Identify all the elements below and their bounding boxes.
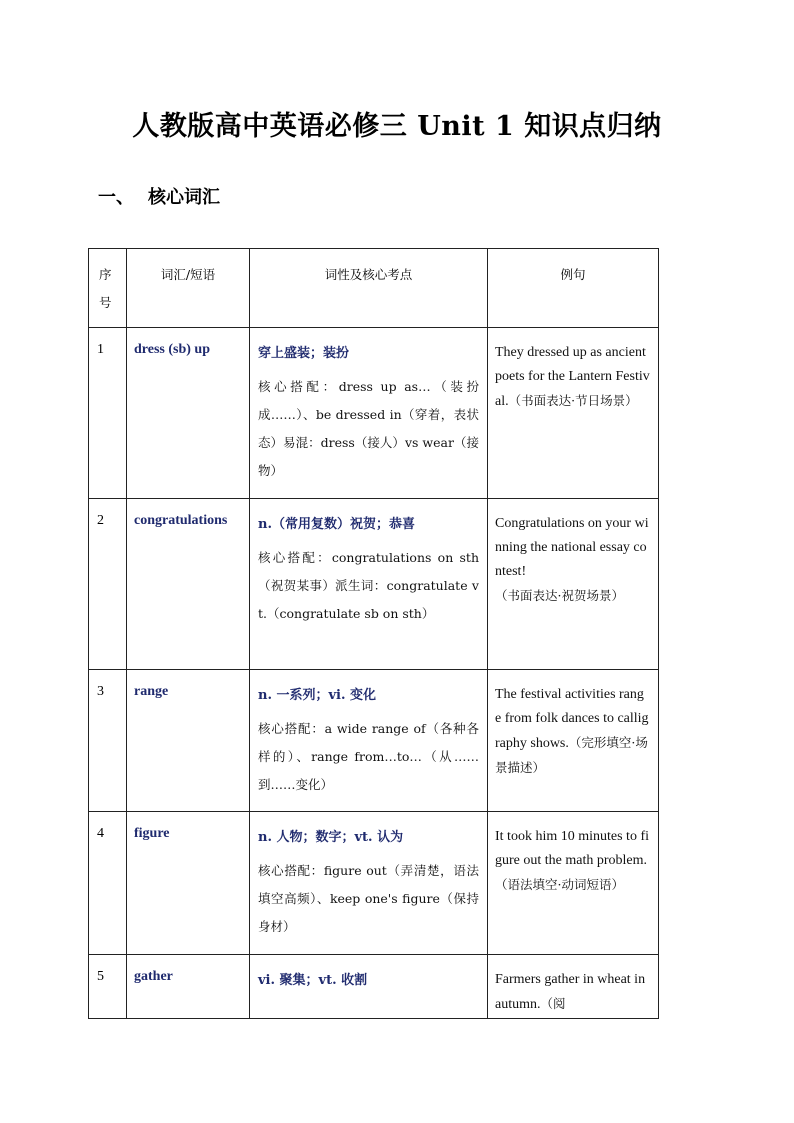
example-cell xyxy=(488,670,659,812)
table-header-row xyxy=(89,249,659,328)
table-row xyxy=(89,328,659,499)
document-title: 人教版高中英语必修三 Unit 1 知识点归纳 xyxy=(132,111,662,142)
pos-detail: 核心搭配：a wide range of（各种各样的）、range from…to…（从……到……变化） xyxy=(258,721,479,792)
section-number: 一、 xyxy=(98,187,134,208)
example-cell xyxy=(488,812,659,955)
pos-detail: 核心搭配：dress up as…（装扮成……）、be dressed in（穿着，表状态）易混：dress（接人）vs wear（接物） xyxy=(258,379,479,478)
row-number: 4 xyxy=(89,812,127,955)
vocab-word: figure xyxy=(127,812,250,955)
example-cell xyxy=(488,955,659,1019)
example-sentence: They dressed up as ancient poets for the Lantern Festival. xyxy=(495,345,650,409)
example-sentence: Congratulations on your winning the national essay contest! xyxy=(495,516,649,579)
section-heading xyxy=(98,183,220,209)
header-pos: 词性及核心考点 xyxy=(250,249,488,328)
row-number: 2 xyxy=(89,499,127,670)
vocab-word: congratulations xyxy=(127,499,250,670)
example-sentence: The festival activities range from folk dances to calligraphy shows. xyxy=(495,687,649,751)
row-number: 1 xyxy=(89,328,127,499)
example-cell xyxy=(488,499,659,670)
row-number: 5 xyxy=(89,955,127,1019)
vocab-word: dress (sb) up xyxy=(127,328,250,499)
pos-cell xyxy=(250,670,488,812)
header-example: 例句 xyxy=(488,249,659,328)
table-row xyxy=(89,499,659,670)
example-note: （完形填空·场景描述） xyxy=(495,735,648,775)
pos-main: n.（常用复数）祝贺；恭喜 xyxy=(258,517,415,532)
row-number: 3 xyxy=(89,670,127,812)
table-row xyxy=(89,670,659,812)
example-sentence: Farmers gather in wheat in autumn. xyxy=(495,972,646,1012)
pos-main: 穿上盛装；装扮 xyxy=(258,346,350,361)
pos-detail: 核心搭配：congratulations on sth（祝贺某事）派生词：congratulate vt.（congratulate sb on sth） xyxy=(258,550,479,621)
example-note: （语法填空·动词短语） xyxy=(495,877,624,892)
pos-detail: 核心搭配：figure out（弄清楚，语法填空高频）、keep one's figure（保持身材） xyxy=(258,863,479,934)
vocabulary-table xyxy=(88,248,659,1019)
example-note: （阅 xyxy=(540,996,566,1011)
header-word: 词汇/短语 xyxy=(127,249,250,328)
pos-cell xyxy=(250,955,488,1019)
vocab-word: range xyxy=(127,670,250,812)
pos-cell xyxy=(250,812,488,955)
pos-main: n. 人物；数字；vt. 认为 xyxy=(258,830,404,845)
example-sentence: It took him 10 minutes to figure out the math problem. xyxy=(495,829,649,868)
header-seq: 序号 xyxy=(89,249,127,328)
section-title: 核心词汇 xyxy=(148,187,220,208)
example-note: （书面表达·祝贺场景） xyxy=(495,588,624,603)
pos-cell xyxy=(250,328,488,499)
pos-main: n. 一系列；vi. 变化 xyxy=(258,688,377,703)
pos-main: vi. 聚集；vt. 收割 xyxy=(258,973,368,988)
vocab-word: gather xyxy=(127,955,250,1019)
example-cell xyxy=(488,328,659,499)
table-row xyxy=(89,955,659,1019)
table-row xyxy=(89,812,659,955)
example-note: （书面表达·节日场景） xyxy=(508,393,638,408)
pos-cell xyxy=(250,499,488,670)
